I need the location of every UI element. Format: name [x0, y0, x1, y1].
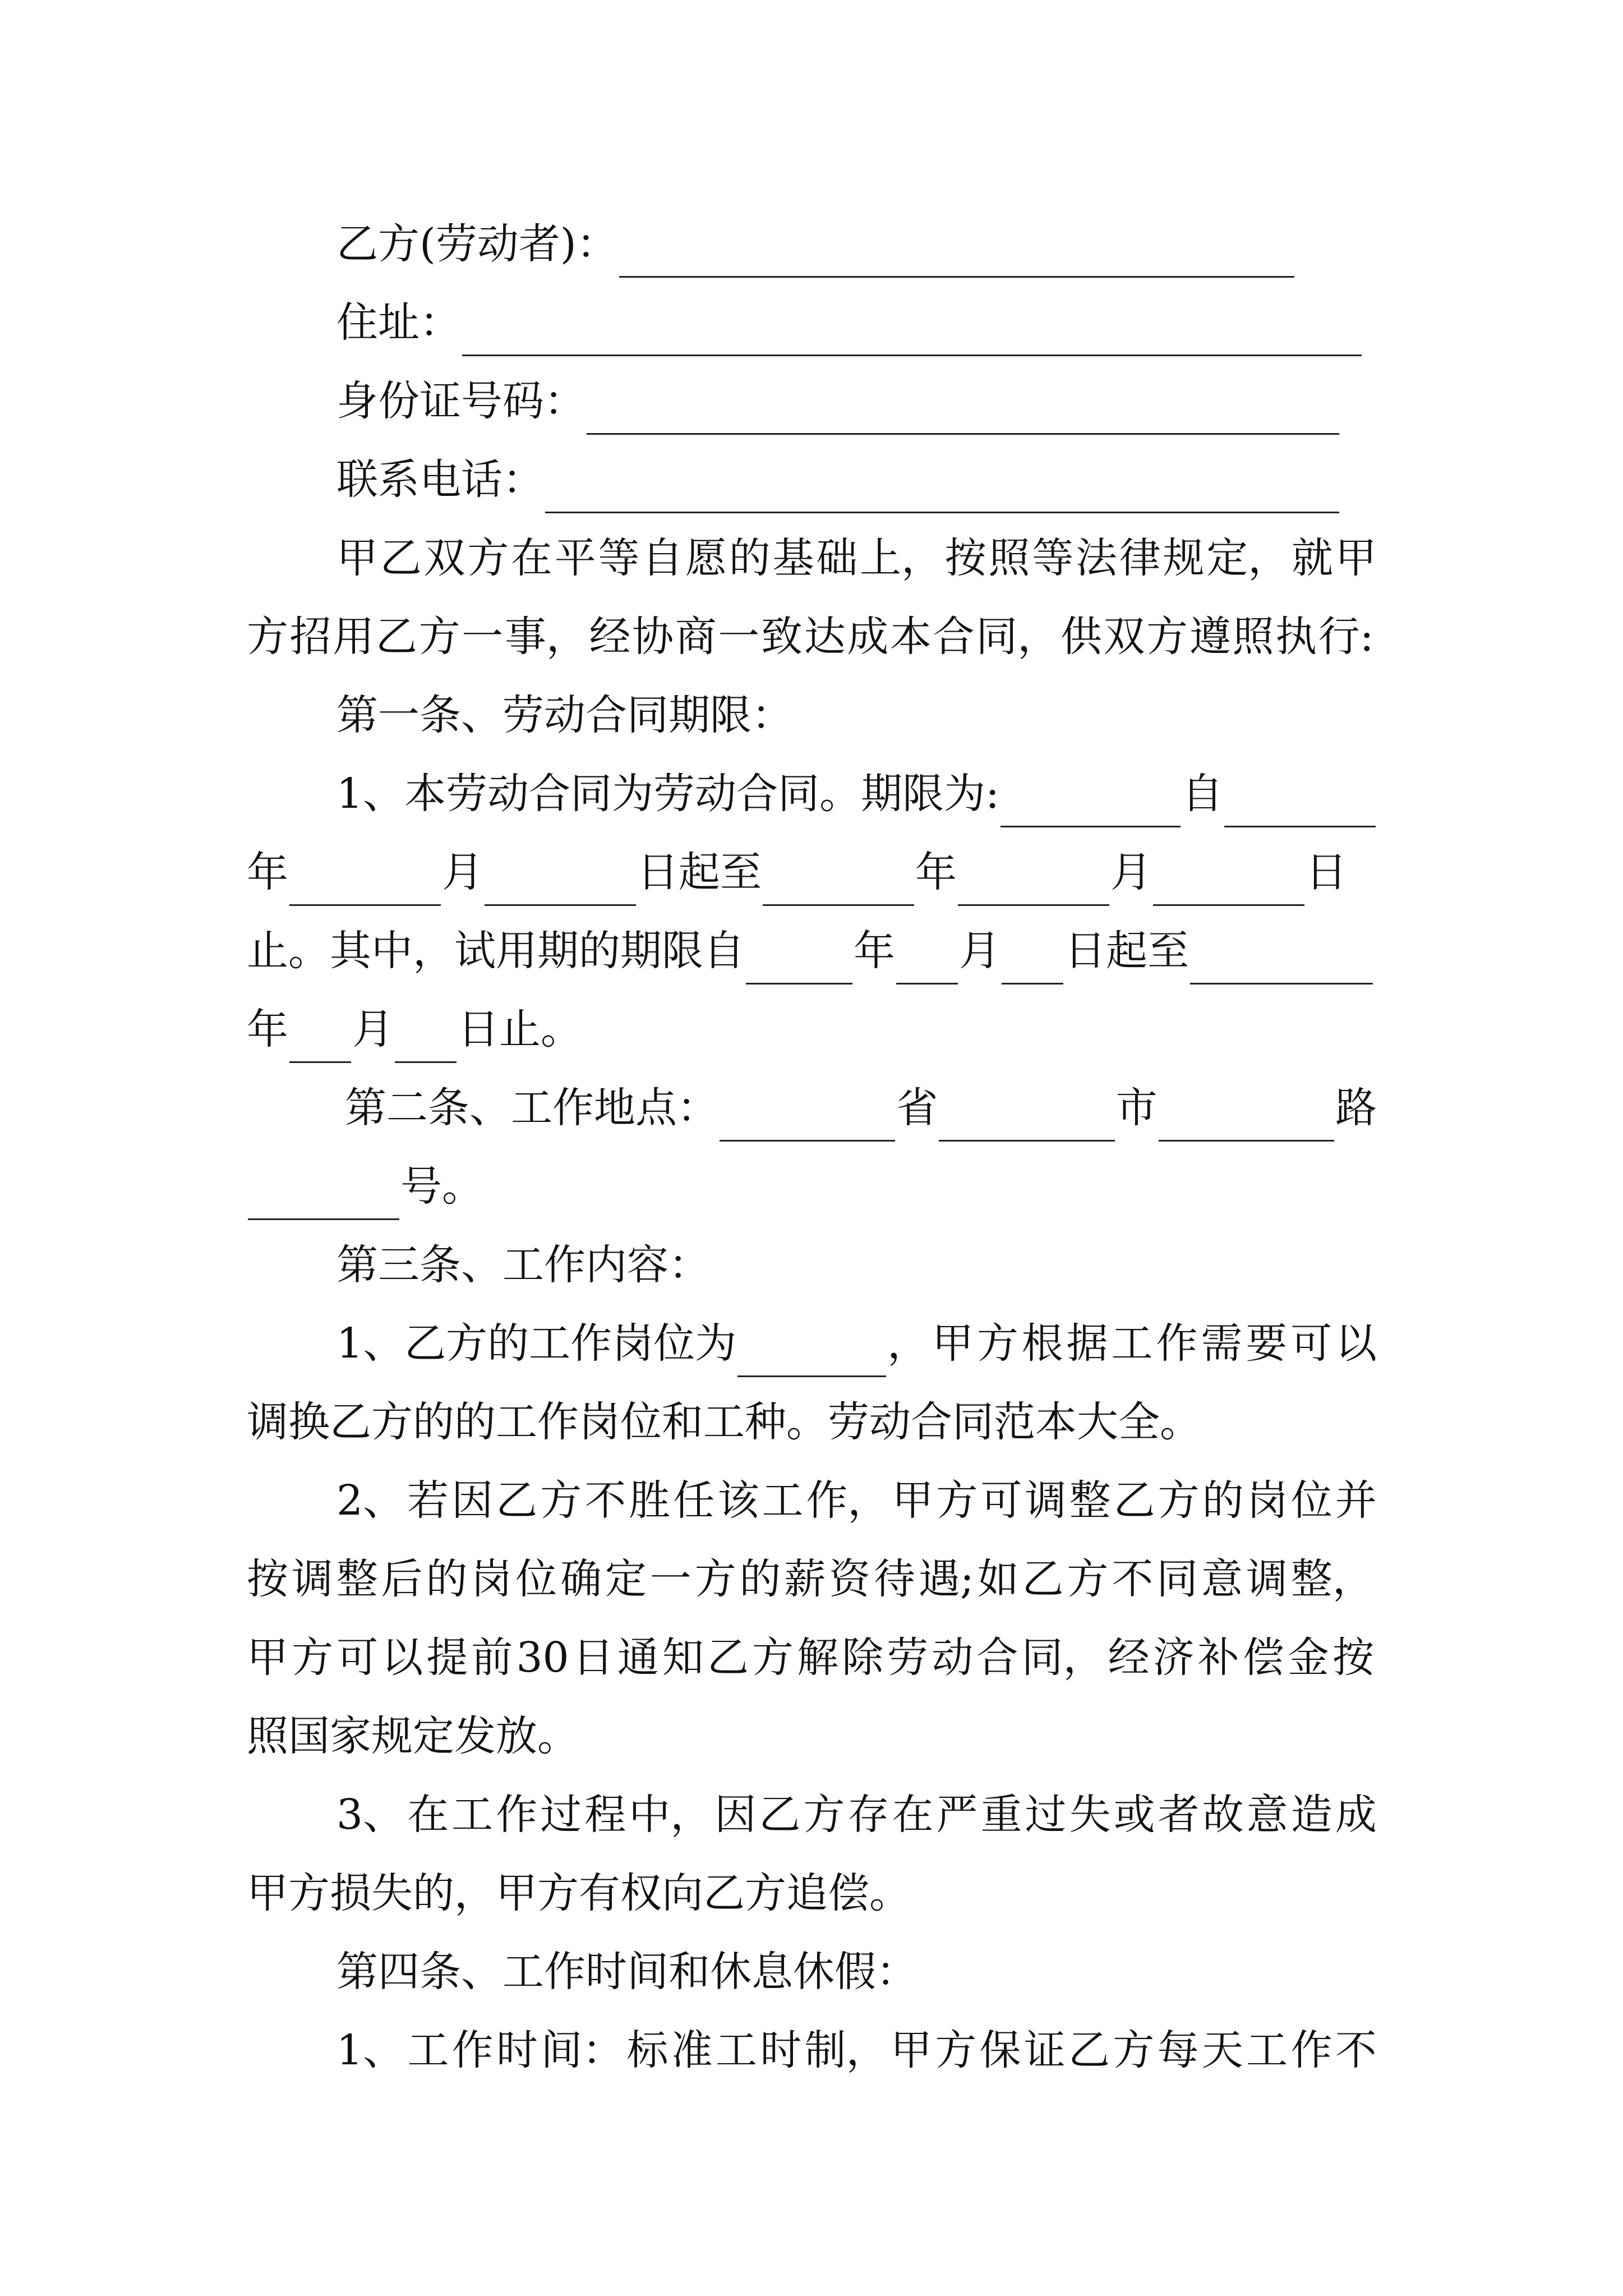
- text-segment: 工: [762, 1476, 804, 1525]
- text-segment: 方: [1146, 613, 1188, 661]
- id-blank[interactable]: [587, 394, 1339, 435]
- worker-field-row: [336, 210, 1295, 278]
- text-segment: 标: [626, 2026, 668, 2074]
- article-2-title: 第二条、工作地点：: [345, 1084, 718, 1132]
- text-segment: 意: [1246, 1791, 1288, 1839]
- text-segment: 劳: [887, 1634, 929, 1682]
- text-segment: 乙: [375, 613, 417, 661]
- text-segment: 过: [540, 1791, 582, 1839]
- province-text: 省: [896, 1084, 938, 1132]
- text-segment: 规: [1163, 534, 1205, 582]
- text-segment: 乙: [380, 534, 422, 582]
- text-segment: 双: [1103, 613, 1145, 661]
- text-segment: 要: [1246, 1319, 1288, 1368]
- text-segment: 并: [1335, 1476, 1377, 1525]
- text-segment: 造: [1290, 1791, 1332, 1839]
- text-segment: 的: [728, 534, 771, 582]
- text-segment: 前: [471, 1634, 513, 1682]
- text-segment: 严: [936, 1791, 978, 1839]
- text-segment: 日: [572, 1634, 614, 1682]
- text-segment: 合: [933, 613, 975, 661]
- probation-start-blank[interactable]: [746, 944, 852, 984]
- text-segment: 该: [717, 1476, 759, 1525]
- text-segment: 需: [1201, 1319, 1243, 1368]
- text-segment: 方: [752, 1634, 794, 1682]
- probation-end-month-text: 月: [352, 1005, 394, 1053]
- text-segment: 方: [540, 1476, 582, 1525]
- article-3-title-text: 第三条、工作内容：: [336, 1241, 710, 1289]
- text-segment: 按: [944, 534, 986, 582]
- text-segment: 一: [462, 613, 504, 661]
- article-3-p2-line-4: [247, 1703, 1374, 1770]
- text-segment: 调: [1246, 1555, 1288, 1603]
- probation-until-text: 日起至: [1064, 927, 1189, 975]
- text-segment: 工: [716, 2026, 758, 2074]
- text-segment: 在: [407, 1791, 449, 1839]
- text-segment: 合: [976, 1634, 1018, 1682]
- text-segment: 方: [1158, 1476, 1200, 1525]
- text-segment: 工: [407, 2026, 449, 2074]
- text-segment: 同，: [1021, 1634, 1105, 1682]
- article-3-p3-line-2: [247, 1860, 1374, 1927]
- road-text: 路: [1335, 1084, 1377, 1132]
- text-segment: 甲: [1335, 534, 1377, 582]
- text-segment: 方: [936, 1476, 978, 1525]
- article-1-line-1: [336, 760, 1377, 827]
- text-segment: 岗: [1246, 1476, 1288, 1525]
- text-segment: 础: [816, 534, 858, 582]
- text-segment: 乙: [1068, 2026, 1110, 2074]
- text-segment: 若: [407, 1476, 449, 1525]
- text-segment: 过: [1025, 1791, 1067, 1839]
- text-segment: 整: [336, 1555, 378, 1603]
- road-blank[interactable]: [1159, 1101, 1334, 1142]
- text-segment: 遵: [1189, 613, 1231, 661]
- text-segment: 不: [1335, 2026, 1377, 2074]
- position-text-2: 调换乙方的的工作岗位和工种。劳动合同范本大全。: [247, 1398, 1201, 1446]
- article-3-title: [336, 1231, 1464, 1299]
- text-segment: 除: [842, 1634, 884, 1682]
- text-segment: 遇;: [918, 1555, 974, 1603]
- text-segment: 商: [675, 613, 717, 661]
- article-3-p2-line-2: [247, 1545, 1374, 1613]
- text-segment: 确: [560, 1555, 602, 1603]
- text-segment: 成: [847, 613, 889, 661]
- position-blank[interactable]: [737, 1336, 886, 1377]
- position-text-tail: [887, 1310, 1377, 1377]
- end-year-blank[interactable]: [958, 865, 1109, 906]
- text-segment: 一: [718, 613, 760, 661]
- text-segment: 薪: [784, 1555, 826, 1603]
- probation-month-blank[interactable]: [896, 944, 958, 984]
- text-segment: 3、: [336, 1791, 405, 1839]
- number-text: 号。: [400, 1162, 483, 1211]
- text-segment: 因: [451, 1476, 494, 1525]
- text-segment: 方: [1113, 2026, 1155, 2074]
- text-segment: 在: [892, 1791, 934, 1839]
- from-text: 自: [1182, 770, 1223, 818]
- article-3-p2-tail: 照国家规定发放。: [247, 1712, 579, 1760]
- text-segment: 方: [292, 1634, 334, 1682]
- article-3-p3-tail: 甲方损失的，甲方有权向乙方追偿。: [247, 1869, 911, 1917]
- month-text: 月: [442, 848, 483, 896]
- text-segment: 协: [632, 613, 674, 661]
- probation-end-month-blank[interactable]: [289, 1022, 351, 1063]
- article-3-p2-line-1: [336, 1467, 1377, 1534]
- text-segment: 30: [516, 1634, 569, 1682]
- probation-end-blank[interactable]: [1190, 944, 1373, 984]
- text-segment: 定: [605, 1555, 647, 1603]
- text-segment: 一: [649, 1555, 691, 1603]
- address-label: 住址：: [336, 298, 461, 347]
- day-text: 日: [1306, 848, 1347, 896]
- text-segment: 根: [1021, 1319, 1063, 1368]
- text-segment: 同，: [976, 613, 1059, 661]
- text-segment: 证: [1023, 2026, 1066, 2074]
- text-segment: 时: [760, 2026, 802, 2074]
- text-segment: 整: [1069, 1476, 1111, 1525]
- text-segment: 同: [1156, 1555, 1198, 1603]
- text-segment: 乙: [496, 1476, 538, 1525]
- from-blank[interactable]: [1224, 786, 1376, 827]
- text-segment: 工: [1111, 1319, 1153, 1368]
- text-segment: 以: [1335, 1319, 1377, 1368]
- text-segment: 定，: [1206, 534, 1290, 582]
- position-text: 1、乙方的工作岗位为: [336, 1319, 737, 1368]
- text-segment: 意: [1201, 1555, 1243, 1603]
- text-segment: 方: [1067, 1555, 1109, 1603]
- text-segment: 因: [714, 1791, 757, 1839]
- text-segment: 平: [554, 534, 596, 582]
- text-segment: 天: [1201, 2026, 1243, 2074]
- probation-end-day-blank[interactable]: [395, 1022, 457, 1063]
- start-month-blank[interactable]: [485, 865, 636, 906]
- text-segment: 后: [381, 1555, 423, 1603]
- text-segment: 双: [423, 534, 465, 582]
- text-segment: 知: [662, 1634, 704, 1682]
- text-segment: 甲: [336, 534, 378, 582]
- text-segment: 保: [979, 2026, 1021, 2074]
- text-segment: 任: [673, 1476, 715, 1525]
- article-3-p1-line-2: [247, 1388, 1374, 1456]
- address-field-row: [336, 289, 1363, 356]
- text-segment: 达: [804, 613, 846, 661]
- text-segment: 致: [761, 613, 803, 661]
- start-year-blank[interactable]: [289, 865, 441, 906]
- text-segment: 失: [1069, 1791, 1111, 1839]
- text-segment: 待: [874, 1555, 916, 1603]
- text-segment: 位: [515, 1555, 557, 1603]
- text-segment: 济: [1152, 1634, 1195, 1682]
- text-segment: 存: [847, 1791, 889, 1839]
- phone-field-row: [336, 446, 1340, 513]
- text-segment: 整，: [1290, 1555, 1374, 1603]
- text-segment: 自: [642, 534, 684, 582]
- city-text: 市: [1115, 1084, 1158, 1132]
- text-segment: 位: [1290, 1476, 1332, 1525]
- month-text-2: 月: [1110, 848, 1152, 896]
- text-segment: 甲: [247, 1634, 288, 1682]
- text-segment: 在: [511, 534, 552, 582]
- text-segment: 等: [598, 534, 640, 582]
- article-4-title-text: 第四条、工作时间和休息休假：: [336, 1948, 917, 1996]
- probation-text: 止。其中，试用期的期限自: [247, 927, 745, 975]
- text-segment: 经: [1108, 1634, 1150, 1682]
- text-segment: 作: [451, 2026, 494, 2074]
- article-2-line-1: [345, 1074, 1377, 1142]
- text-segment: 2、: [336, 1476, 405, 1525]
- text-segment: 乙: [707, 1634, 749, 1682]
- phone-blank[interactable]: [545, 472, 1339, 513]
- text-segment: 解: [797, 1634, 839, 1682]
- text-segment: 时: [496, 2026, 538, 2074]
- text-segment: 按: [247, 1555, 288, 1603]
- probation-day-blank[interactable]: [1002, 944, 1063, 984]
- text-segment: 每: [1157, 2026, 1199, 2074]
- text-segment: 基: [772, 534, 814, 582]
- text-segment: 重: [980, 1791, 1022, 1839]
- text-segment: 故: [1202, 1791, 1244, 1839]
- text-segment: 愿: [685, 534, 727, 582]
- text-segment: 成: [1335, 1791, 1377, 1839]
- text-segment: 作: [1156, 1319, 1198, 1368]
- text-segment: 者: [1158, 1791, 1200, 1839]
- text-segment: 方: [418, 613, 460, 661]
- text-segment: 调: [291, 1555, 333, 1603]
- text-segment: 工: [1246, 2026, 1288, 2074]
- text-segment: 中，: [629, 1791, 712, 1839]
- text-segment: 上，: [860, 534, 943, 582]
- text-segment: 岗: [471, 1555, 513, 1603]
- preamble-line-2: [247, 603, 1374, 670]
- id-field-row: [336, 367, 1340, 435]
- text-segment: 本: [889, 613, 932, 661]
- article-3-p3-line-1: [336, 1781, 1377, 1848]
- text-segment: 可: [1290, 1319, 1332, 1368]
- text-segment: 就: [1292, 534, 1333, 582]
- text-segment: 乙: [1113, 1476, 1155, 1525]
- day-until-text: 日起至: [637, 848, 762, 896]
- text-segment: 可: [980, 1476, 1022, 1525]
- text-segment: 甲: [932, 1319, 974, 1368]
- text-segment: 方: [976, 1319, 1018, 1368]
- text-segment: 或: [1113, 1791, 1155, 1839]
- text-segment: 工: [451, 1791, 494, 1839]
- worker-label: 乙方(劳动者)：: [336, 220, 618, 268]
- year-text: 年: [247, 848, 288, 896]
- text-segment: 间：: [541, 2026, 624, 2074]
- text-segment: 偿: [1242, 1634, 1284, 1682]
- text-segment: 甲: [892, 1476, 934, 1525]
- text-segment: 方: [467, 534, 509, 582]
- number-blank[interactable]: [248, 1179, 399, 1220]
- text-segment: 事，: [504, 613, 588, 661]
- end-blank[interactable]: [763, 865, 914, 906]
- text-segment: ，: [887, 1319, 929, 1368]
- text-segment: 提: [426, 1634, 468, 1682]
- text-segment: 方: [803, 1791, 845, 1839]
- province-blank[interactable]: [720, 1101, 895, 1142]
- text-segment: 行:: [1318, 613, 1374, 661]
- article-1-line-3: [247, 917, 1374, 984]
- article-1-line-2: [247, 839, 1374, 906]
- text-segment: 通: [617, 1634, 659, 1682]
- article-4-p1-line-1: [336, 2017, 1377, 2084]
- text-segment: 方: [247, 613, 288, 661]
- text-segment: 可: [336, 1634, 379, 1682]
- text-segment: 的: [1202, 1476, 1244, 1525]
- text-segment: 照: [1232, 613, 1274, 661]
- text-segment: 用: [333, 613, 375, 661]
- probation-end-text: 日止。: [458, 1005, 582, 1053]
- id-label: 身份证号码：: [336, 377, 585, 425]
- text-segment: 不: [584, 1476, 626, 1525]
- year-text-2: 年: [915, 848, 957, 896]
- article-4-title: [336, 1938, 1464, 2005]
- preamble-line-1: [336, 524, 1377, 592]
- text-segment: 等: [1032, 534, 1074, 582]
- text-segment: 招: [289, 613, 331, 661]
- text-segment: 补: [1197, 1634, 1239, 1682]
- text-segment: 程: [584, 1791, 626, 1839]
- text-segment: 法: [1076, 534, 1117, 582]
- text-segment: 1、: [336, 2026, 405, 2074]
- end-month-blank[interactable]: [1153, 865, 1304, 906]
- text-segment: 乙: [1022, 1555, 1064, 1603]
- probation-end-year-text: 年: [247, 1005, 288, 1053]
- probation-month-text: 月: [959, 927, 1000, 975]
- text-segment: 制，: [804, 2026, 888, 2074]
- text-segment: 方: [694, 1555, 736, 1603]
- text-segment: 动: [932, 1634, 974, 1682]
- text-segment: 作，: [806, 1476, 889, 1525]
- text-segment: 供: [1060, 613, 1102, 661]
- phone-label: 联系电话：: [336, 455, 544, 504]
- text-segment: 资: [829, 1555, 871, 1603]
- article-1-title-text: 第一条、劳动合同期限：: [336, 691, 793, 739]
- address-blank[interactable]: [462, 315, 1362, 356]
- text-segment: 经: [589, 613, 631, 661]
- text-segment: 金: [1287, 1634, 1329, 1682]
- text-segment: 的: [426, 1555, 468, 1603]
- article-3-p1-line-1: [336, 1310, 1377, 1377]
- text-segment: 准: [671, 2026, 713, 2074]
- probation-year-text: 年: [854, 927, 895, 975]
- text-segment: 的: [739, 1555, 781, 1603]
- article-2-line-2: [247, 1153, 1374, 1220]
- text-segment: 以: [381, 1634, 423, 1682]
- article-1-title: [336, 682, 1464, 749]
- city-blank[interactable]: [939, 1101, 1114, 1142]
- worker-blank[interactable]: [619, 237, 1294, 278]
- text-segment: 方: [935, 2026, 977, 2074]
- article-1-line-4: [247, 996, 1374, 1063]
- text-segment: 据: [1066, 1319, 1108, 1368]
- article-3-p2-line-3: [247, 1624, 1374, 1691]
- text-segment: 律: [1119, 534, 1161, 582]
- text-segment: 不: [1112, 1555, 1154, 1603]
- text-segment: 胜: [629, 1476, 671, 1525]
- text-segment: 如: [977, 1555, 1019, 1603]
- text-segment: 作: [1290, 2026, 1332, 2074]
- term-blank[interactable]: [1000, 786, 1181, 827]
- term-text: 1、本劳动合同为劳动合同。期限为:: [336, 770, 1000, 818]
- text-segment: 按: [1332, 1634, 1374, 1682]
- text-segment: 执: [1275, 613, 1317, 661]
- text-segment: 甲: [890, 2026, 932, 2074]
- text-segment: 调: [1025, 1476, 1067, 1525]
- text-segment: 作: [496, 1791, 538, 1839]
- text-segment: 照: [988, 534, 1030, 582]
- text-segment: 乙: [759, 1791, 801, 1839]
